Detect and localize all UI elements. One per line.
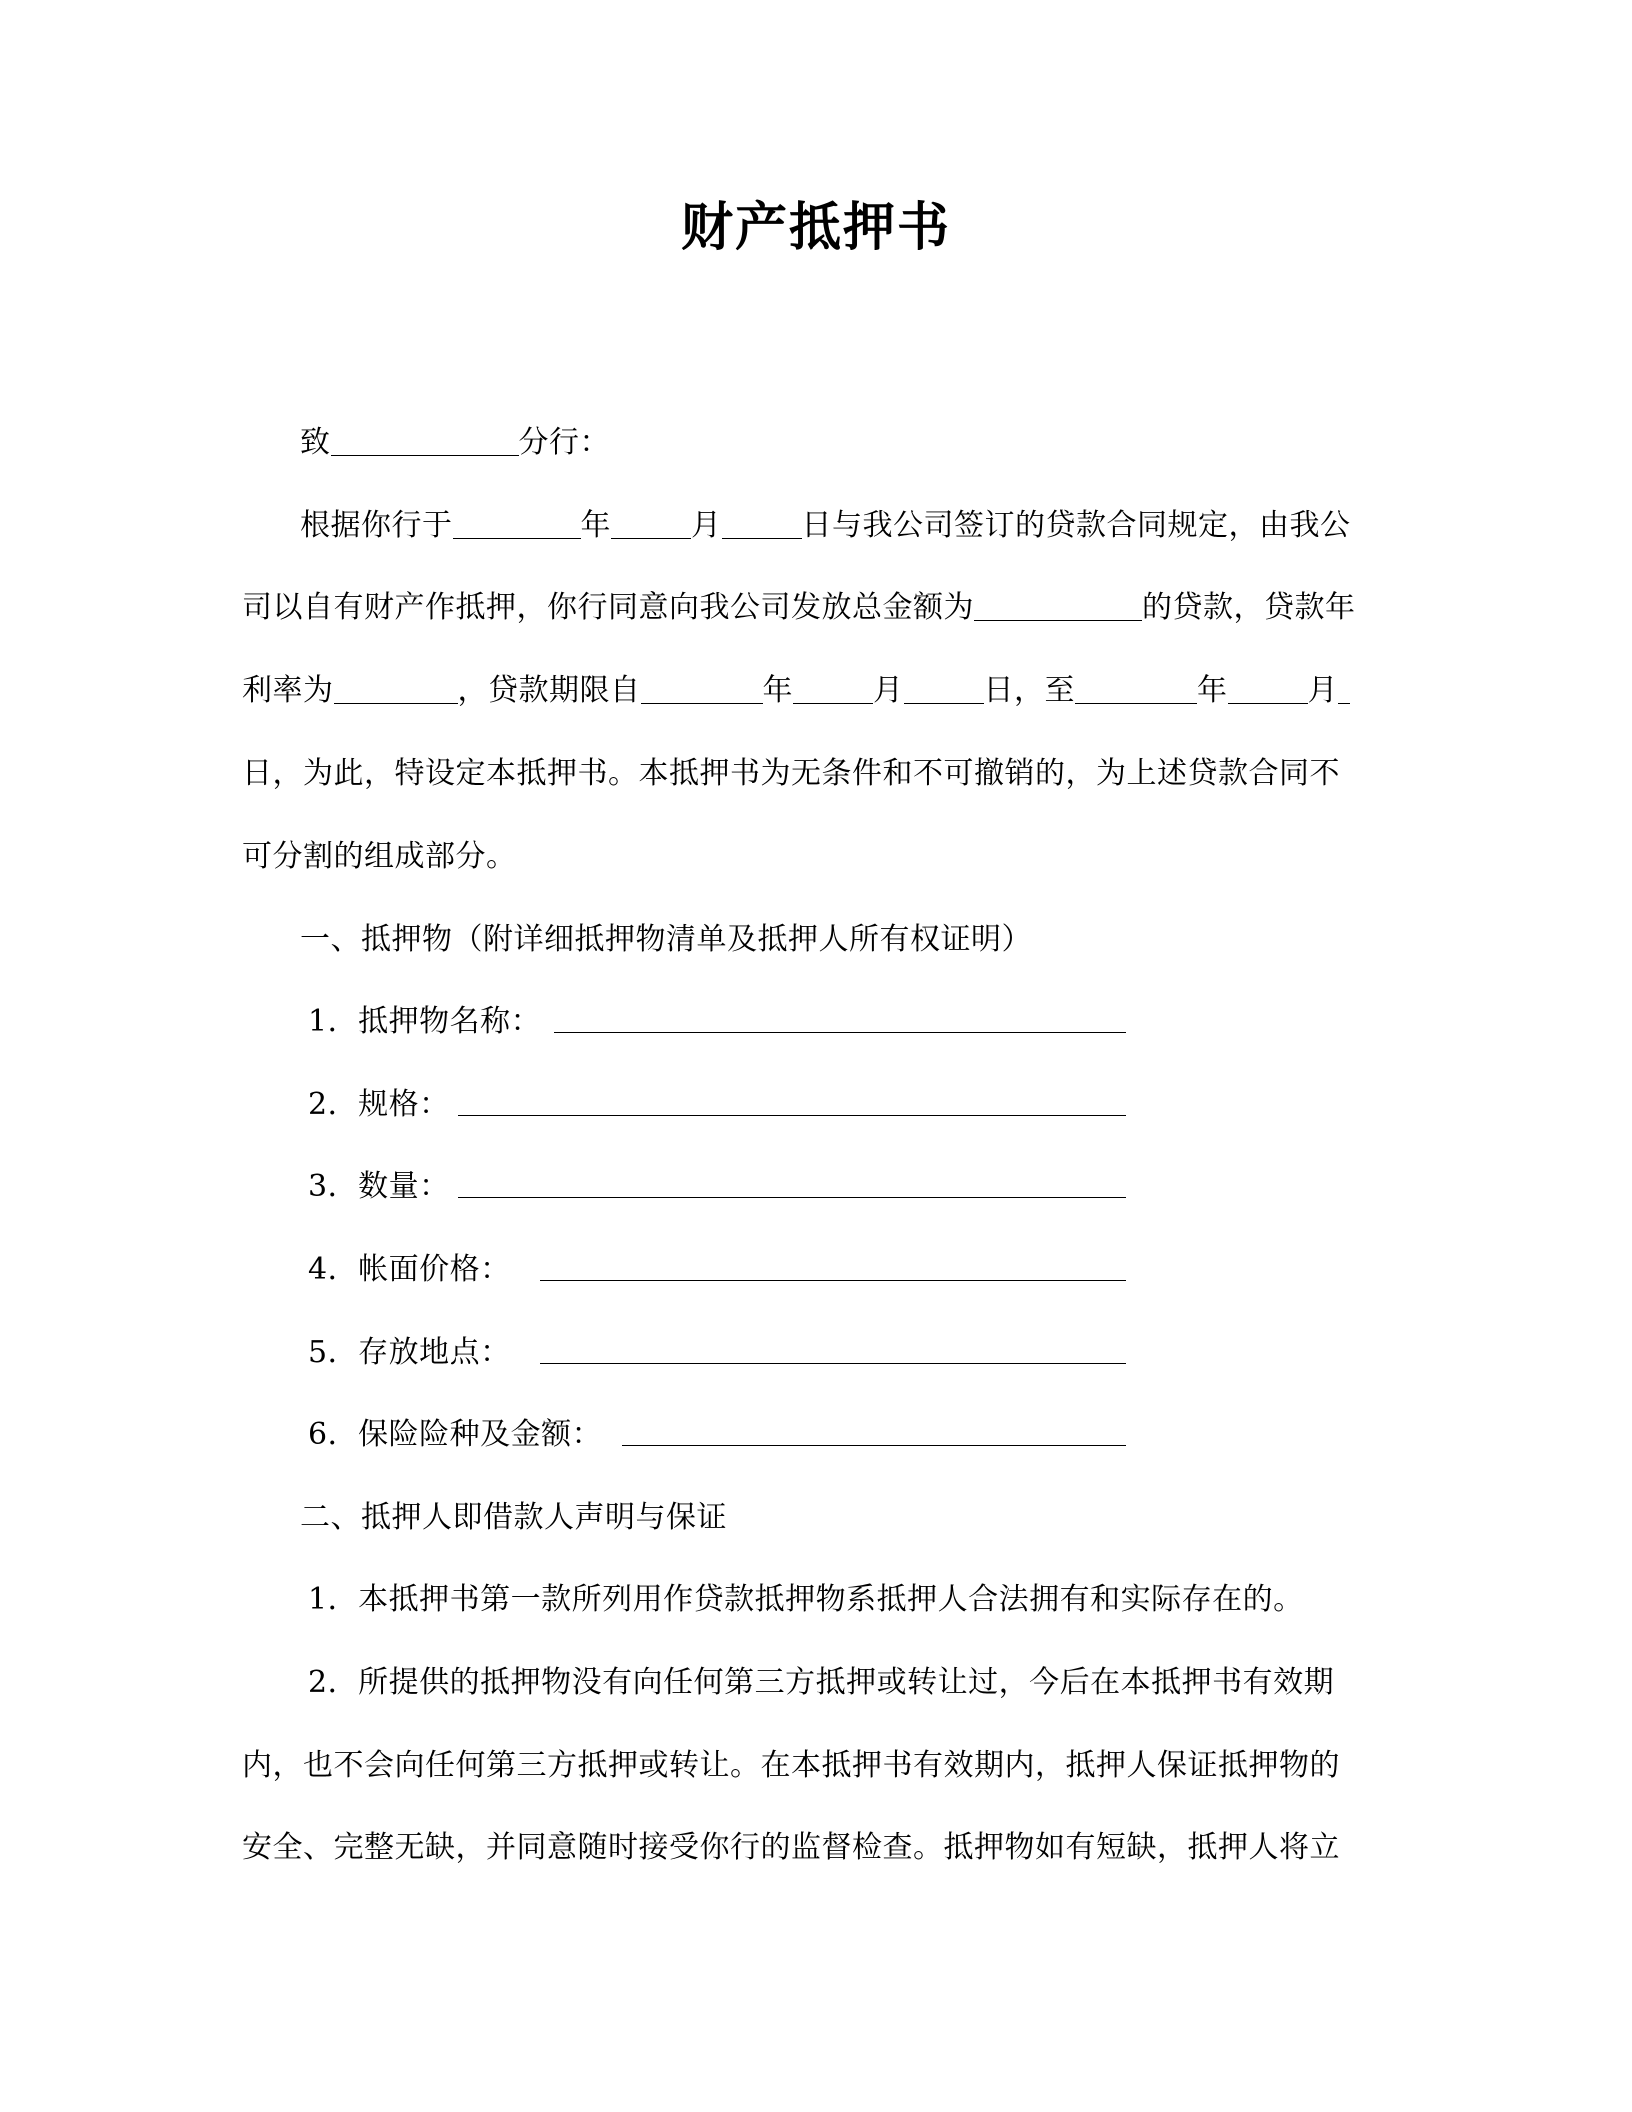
declaration-2-text-3: 安全、完整无缺，并同意随时接受你行的监督检查。抵押物如有短缺，抵押人将立: [242, 1830, 1340, 1865]
start-year-blank: [641, 669, 763, 704]
salutation-prefix: 致: [300, 425, 331, 460]
item-2-blank: [458, 1081, 1126, 1116]
intro-text-1-end: 日与我公司签订的贷款合同规定，由我公: [801, 508, 1351, 543]
declaration-item-1: [308, 1576, 1456, 1624]
item-3-number: 3．: [308, 1169, 359, 1204]
declaration-item-2-line-2: [242, 1742, 1390, 1790]
declaration-item-2-line-1: [308, 1659, 1456, 1707]
item-5-number: 5．: [308, 1335, 359, 1370]
collateral-item-3: [308, 1163, 1128, 1211]
intro-text-3b: ，贷款期限自: [457, 673, 641, 708]
salutation-suffix: 分行：: [518, 425, 610, 460]
intro-line-1: [300, 502, 1448, 550]
start-year-label: 年: [762, 673, 793, 708]
salutation-line: [300, 419, 1448, 467]
item-6-label: 保险险种及金额：: [358, 1417, 603, 1452]
declaration-2-text-2: 内，也不会向任何第三方抵押或转让。在本抵押书有效期内，抵押人保证抵押物的: [242, 1748, 1340, 1783]
declaration-2-text-1: 所提供的抵押物没有向任何第三方抵押或转让过，今后在本抵押书有效期: [358, 1665, 1335, 1700]
intro-text-5: 可分割的组成部分。: [242, 839, 517, 874]
collateral-item-1: [308, 998, 1128, 1046]
item-2-number: 2．: [308, 1087, 359, 1122]
intro-line-4: [242, 750, 1390, 798]
intro-line-2: [242, 584, 1390, 632]
section1-heading: [300, 916, 1448, 964]
item-5-label: 存放地点：: [358, 1335, 511, 1370]
section2-heading-text: 二、抵押人即借款人声明与保证: [300, 1500, 727, 1535]
section2-heading: [300, 1494, 1448, 1542]
start-month-blank: [793, 669, 873, 704]
declaration-item-2-line-3: [242, 1824, 1390, 1872]
declaration-1-number: 1．: [308, 1582, 359, 1617]
intro-line-3: [242, 667, 1390, 715]
section1-heading-text: 一、抵押物（附详细抵押物清单及抵押人所有权证明）: [300, 922, 1032, 957]
collateral-item-4: [308, 1246, 1128, 1294]
contract-year-blank: [453, 504, 581, 539]
intro-month-label: 月: [691, 508, 722, 543]
item-4-blank: [540, 1246, 1126, 1281]
item-1-label: 抵押物名称：: [358, 1004, 542, 1039]
item-2-label: 规格：: [358, 1087, 450, 1122]
item-4-label: 帐面价格：: [358, 1252, 511, 1287]
end-month-blank: [1228, 669, 1308, 704]
collateral-item-6: [308, 1411, 1128, 1459]
branch-name-blank: [331, 421, 519, 456]
collateral-item-2: [308, 1081, 1128, 1129]
start-day-blank: [904, 669, 984, 704]
start-month-label: 月: [873, 673, 904, 708]
document-title: 财产抵押书: [680, 198, 951, 258]
loan-amount-blank: [974, 586, 1142, 621]
contract-month-blank: [611, 504, 691, 539]
start-day-label: 日，至: [983, 673, 1075, 708]
item-5-blank: [540, 1329, 1126, 1364]
end-day-blank: [1338, 669, 1350, 704]
intro-year-label: 年: [580, 508, 611, 543]
end-year-label: 年: [1197, 673, 1228, 708]
contract-day-blank: [722, 504, 802, 539]
intro-text-1: 根据你行于: [300, 508, 453, 543]
end-year-blank: [1075, 669, 1197, 704]
intro-text-4: 日，为此，特设定本抵押书。本抵押书为无条件和不可撤销的，为上述贷款合同不: [242, 756, 1340, 791]
item-3-blank: [458, 1163, 1126, 1198]
intro-text-2b: 的贷款，贷款年: [1142, 590, 1356, 625]
collateral-item-5: [308, 1329, 1128, 1377]
item-3-label: 数量：: [358, 1169, 450, 1204]
item-6-blank: [622, 1411, 1126, 1446]
item-1-number: 1．: [308, 1004, 359, 1039]
intro-text-3a: 利率为: [242, 673, 334, 708]
item-6-number: 6．: [308, 1417, 359, 1452]
interest-rate-blank: [334, 669, 458, 704]
declaration-1-text: 本抵押书第一款所列用作贷款抵押物系抵押人合法拥有和实际存在的。: [358, 1582, 1304, 1617]
intro-text-2a: 司以自有财产作抵押，你行同意向我公司发放总金额为: [242, 590, 974, 625]
item-4-number: 4．: [308, 1252, 359, 1287]
end-month-label: 月: [1307, 673, 1338, 708]
declaration-2-number: 2．: [308, 1665, 359, 1700]
intro-line-5: [242, 833, 1390, 881]
item-1-blank: [554, 998, 1126, 1033]
